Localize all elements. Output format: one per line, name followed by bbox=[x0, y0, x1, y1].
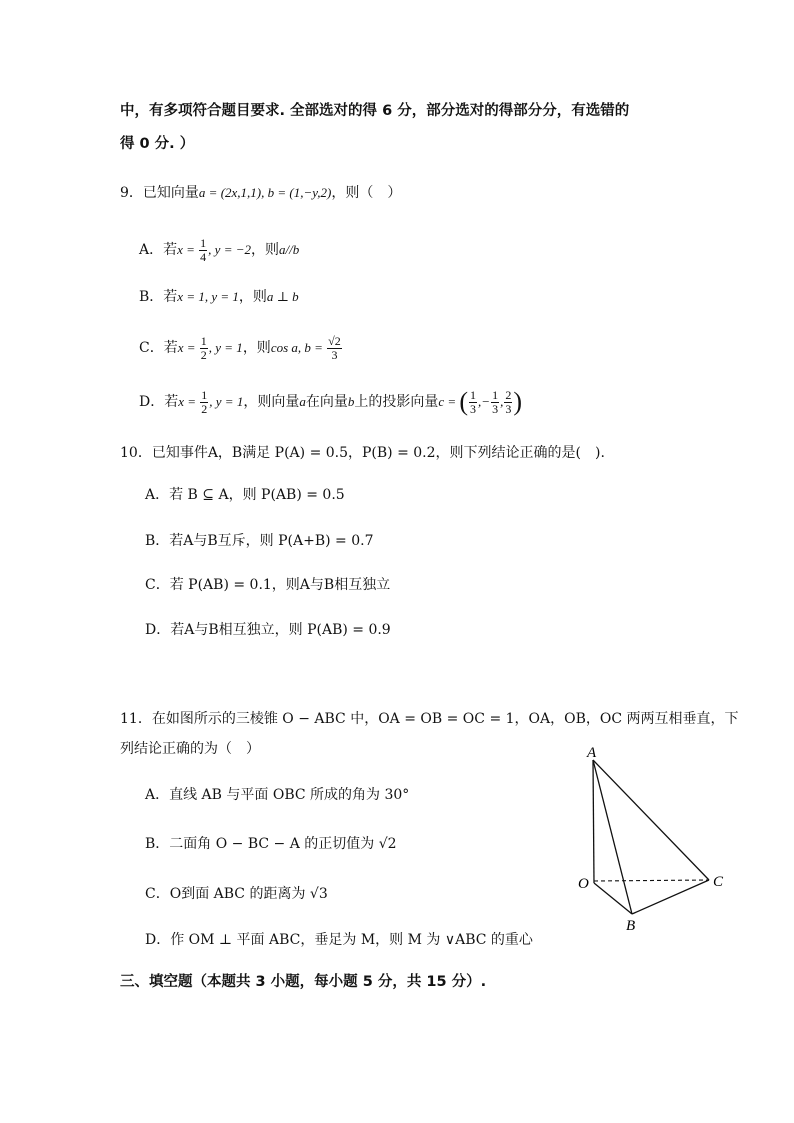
edge-ac bbox=[593, 760, 709, 880]
vertex-label-a: A bbox=[587, 745, 597, 761]
edge-ab bbox=[593, 760, 632, 914]
q10-option-d: D．若A与B相互独立，则 P(AB) = 0.9 bbox=[145, 622, 391, 638]
q10-option-b: B．若A与B互斥，则 P(A+B) = 0.7 bbox=[145, 533, 374, 549]
q11-option-c: C．O到面 ABC 的距离为 √3 bbox=[145, 886, 328, 902]
q10-stem: 10．已知事件A，B满足 P(A) = 0.5，P(B) = 0.2，则下列结论正确的是( ). bbox=[120, 445, 605, 461]
intro-line-2: 得 0 分. ） bbox=[120, 136, 195, 152]
tetrahedron-figure bbox=[570, 742, 740, 937]
section-3-heading: 三、填空题（本题共 3 小题，每小题 5 分，共 15 分）. bbox=[120, 974, 487, 990]
q11-stem-line-2: 列结论正确的为（ ） bbox=[120, 741, 260, 757]
vertex-label-c: C bbox=[713, 874, 724, 890]
q9-option-d: D．若x = $\frac{1}{2}$ , y = 1，则向量a在向量b上的投影向量c = ( $\frac{1}{3}$ ,− $\frac{1}{3}$ , $\frac{2}{3}$ ) bbox=[139, 387, 522, 416]
edge-bc bbox=[632, 880, 709, 914]
q10-option-a: A．若 B ⊆ A，则 P(AB) = 0.5 bbox=[145, 487, 345, 503]
vertex-label-o: O bbox=[578, 876, 589, 892]
q9-option-c: C．若x = $\frac{1}{2}$ , y = 1，则cos a, b = $\frac{√2}{3}$ bbox=[139, 333, 341, 362]
vertex-label-b: B bbox=[626, 918, 636, 934]
intro-line-1: 中，有多项符合题目要求. 全部选对的得 6 分，部分选对的得部分分，有选错的 bbox=[120, 103, 630, 119]
q11-option-a: A．直线 AB 与平面 OBC 所成的角为 30° bbox=[145, 787, 410, 803]
edge-oc-hidden bbox=[594, 880, 709, 881]
q9-option-b: B．若x = 1, y = 1，则a ⊥ b bbox=[139, 289, 299, 305]
q11-option-b: B．二面角 O − BC − A 的正切值为 √2 bbox=[145, 836, 397, 852]
q11-stem-line-1: 11．在如图所示的三棱锥 O − ABC 中，OA = OB = OC = 1，OA，OB，OC 两两互相垂直，下 bbox=[120, 711, 739, 727]
edge-ob bbox=[594, 883, 632, 914]
q9-stem: 9．已知向量a = (2x,1,1), b = (1,−y,2)，则（ ） bbox=[120, 185, 402, 201]
q10-option-c: C．若 P(AB) = 0.1，则A与B相互独立 bbox=[145, 577, 391, 593]
edge-oa bbox=[593, 760, 594, 883]
q11-option-d: D．作 OM ⊥ 平面 ABC，垂足为 M，则 M 为 ∨ABC 的重心 bbox=[145, 932, 533, 948]
q9-option-a: A．若x = $\frac{1}{4}$ , y = −2，则a//b bbox=[139, 235, 300, 264]
